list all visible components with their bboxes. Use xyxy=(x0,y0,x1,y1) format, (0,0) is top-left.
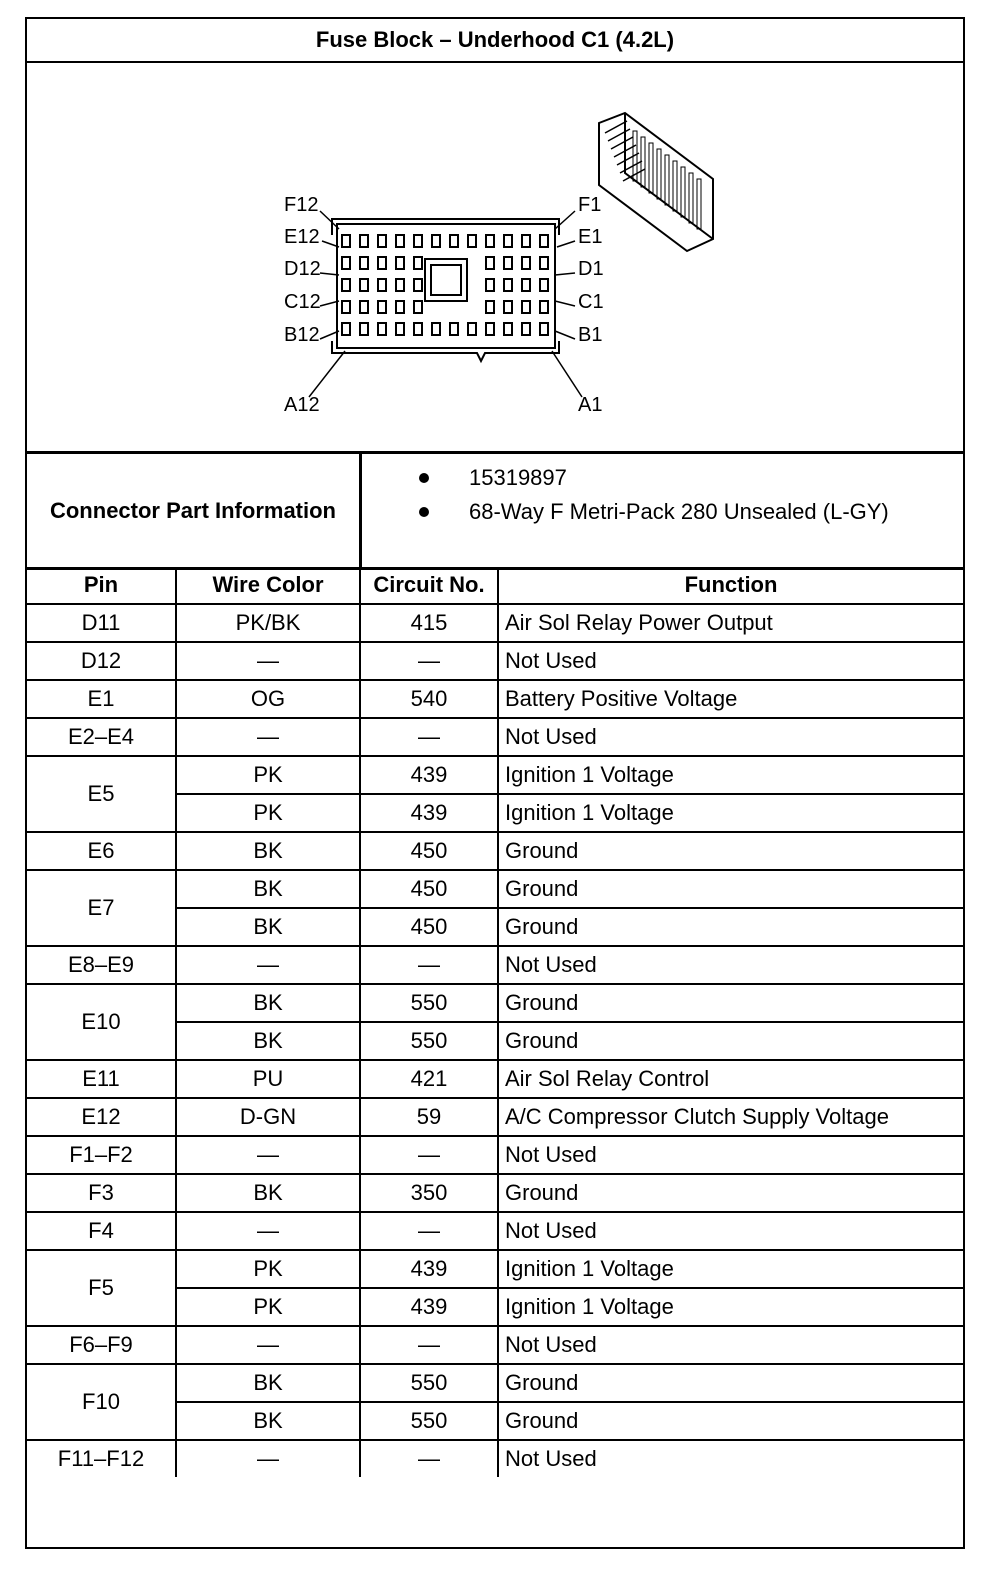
function-cell: Ground xyxy=(498,1174,963,1212)
function-cell: Not Used xyxy=(498,642,963,680)
cavity xyxy=(414,235,422,247)
pin-label-a1: A1 xyxy=(578,394,603,416)
cavity xyxy=(468,323,476,335)
cavity xyxy=(378,323,386,335)
function-cell: Ignition 1 Voltage xyxy=(498,1288,963,1326)
table-row xyxy=(27,984,963,1022)
part-number: 15319897 xyxy=(469,465,567,490)
connector-part-list xyxy=(363,454,963,567)
circuit-cell: 550 xyxy=(360,1402,498,1440)
connector-perspective-rib xyxy=(620,161,642,173)
cavity xyxy=(396,257,404,269)
cavity xyxy=(342,257,350,269)
pin-label-b12: B12 xyxy=(284,324,320,346)
cavity xyxy=(504,279,512,291)
cavity xyxy=(486,279,494,291)
wire-color-cell: — xyxy=(176,1136,360,1174)
wire-color-cell: BK xyxy=(176,1402,360,1440)
cavity xyxy=(414,279,422,291)
pin-cell: E1 xyxy=(27,680,176,718)
cavity xyxy=(540,301,548,313)
connector-perspective-cavity xyxy=(649,143,653,193)
function-cell: Not Used xyxy=(498,1212,963,1250)
wire-color-cell: BK xyxy=(176,870,360,908)
cavity xyxy=(486,257,494,269)
connector-face-diagram xyxy=(27,61,963,451)
cavity xyxy=(540,257,548,269)
center-key-inner xyxy=(431,265,461,295)
circuit-cell: 439 xyxy=(360,1288,498,1326)
cavity xyxy=(396,235,404,247)
header-wire-color: Wire Color xyxy=(176,567,360,604)
function-cell: Air Sol Relay Control xyxy=(498,1060,963,1098)
table-row xyxy=(27,1250,963,1288)
wire-color-cell: BK xyxy=(176,1022,360,1060)
connector-perspective-cavity xyxy=(697,179,701,229)
circuit-cell: 421 xyxy=(360,1060,498,1098)
wire-color-cell: — xyxy=(176,1326,360,1364)
function-cell: Not Used xyxy=(498,718,963,756)
cavity xyxy=(522,279,530,291)
pin-label-f12: F12 xyxy=(284,194,319,216)
wire-color-cell: PK xyxy=(176,1250,360,1288)
cavity xyxy=(360,301,368,313)
cavity xyxy=(540,323,548,335)
wire-color-cell: — xyxy=(176,1440,360,1477)
part-description-item xyxy=(363,495,889,529)
function-cell: Ground xyxy=(498,984,963,1022)
wire-color-cell: — xyxy=(176,718,360,756)
table-row xyxy=(27,1136,963,1174)
bullet-icon xyxy=(419,507,429,517)
connector-part-information xyxy=(27,454,963,570)
table-header-row xyxy=(27,567,963,604)
cavity xyxy=(396,279,404,291)
pinout-table xyxy=(27,567,963,1477)
wire-color-cell: BK xyxy=(176,1174,360,1212)
cavity xyxy=(504,235,512,247)
connector-perspective-rib xyxy=(608,129,630,141)
cavity xyxy=(432,235,440,247)
cavity xyxy=(396,301,404,313)
function-cell: Not Used xyxy=(498,1326,963,1364)
connector-perspective-cavity xyxy=(681,167,685,217)
cavity xyxy=(342,301,350,313)
function-cell: Ground xyxy=(498,1402,963,1440)
circuit-cell: 450 xyxy=(360,908,498,946)
circuit-cell: 450 xyxy=(360,870,498,908)
wire-color-cell: BK xyxy=(176,908,360,946)
wire-color-cell: BK xyxy=(176,1364,360,1402)
circuit-cell: — xyxy=(360,718,498,756)
circuit-cell: — xyxy=(360,946,498,984)
connector-perspective-rib xyxy=(611,137,633,149)
header-circuit-no: Circuit No. xyxy=(360,567,498,604)
circuit-cell: 439 xyxy=(360,794,498,832)
pin-cell: F3 xyxy=(27,1174,176,1212)
pin-cell: E11 xyxy=(27,1060,176,1098)
table-row xyxy=(27,1174,963,1212)
circuit-cell: — xyxy=(360,1326,498,1364)
wire-color-cell: PK xyxy=(176,794,360,832)
pin-label-b1: B1 xyxy=(578,324,603,346)
cavity xyxy=(522,301,530,313)
cavity xyxy=(360,235,368,247)
circuit-cell: — xyxy=(360,642,498,680)
circuit-cell: 439 xyxy=(360,1250,498,1288)
table-row xyxy=(27,1060,963,1098)
cavity xyxy=(486,301,494,313)
connector-sheet xyxy=(25,17,965,1549)
circuit-cell: 450 xyxy=(360,832,498,870)
cavity xyxy=(432,323,440,335)
function-cell: Ground xyxy=(498,1022,963,1060)
function-cell: Ground xyxy=(498,870,963,908)
function-cell: Ignition 1 Voltage xyxy=(498,1250,963,1288)
pin-label-c1: C1 xyxy=(578,291,604,313)
connector-diagram xyxy=(27,61,963,454)
cavity xyxy=(378,301,386,313)
function-cell: Ignition 1 Voltage xyxy=(498,756,963,794)
function-cell: Not Used xyxy=(498,1440,963,1477)
cavity xyxy=(342,323,350,335)
cavity xyxy=(450,323,458,335)
wire-color-cell: PK xyxy=(176,756,360,794)
connector-perspective-cavity xyxy=(689,173,693,223)
cavity xyxy=(486,323,494,335)
table-row xyxy=(27,832,963,870)
leader-line xyxy=(555,331,575,339)
cavity xyxy=(504,257,512,269)
cavity xyxy=(486,235,494,247)
function-cell: Ground xyxy=(498,832,963,870)
wire-color-cell: PU xyxy=(176,1060,360,1098)
leader-line xyxy=(555,273,575,275)
cavity xyxy=(360,323,368,335)
pin-label-d1: D1 xyxy=(578,258,604,280)
header-pin: Pin xyxy=(27,567,176,604)
table-row xyxy=(27,604,963,642)
table-row xyxy=(27,1098,963,1136)
function-cell: Battery Positive Voltage xyxy=(498,680,963,718)
connector-part-label: Connector Part Information xyxy=(27,454,362,567)
pin-label-a12: A12 xyxy=(284,394,320,416)
wire-color-cell: PK xyxy=(176,1288,360,1326)
bullet-icon xyxy=(419,473,429,483)
pin-cell: F11–F12 xyxy=(27,1440,176,1477)
pin-cell: E12 xyxy=(27,1098,176,1136)
table-row xyxy=(27,642,963,680)
cavity xyxy=(522,323,530,335)
cavity xyxy=(396,323,404,335)
table-row xyxy=(27,946,963,984)
pin-cell: F10 xyxy=(27,1364,176,1440)
pin-cell: E2–E4 xyxy=(27,718,176,756)
pin-cell: F4 xyxy=(27,1212,176,1250)
circuit-cell: 540 xyxy=(360,680,498,718)
cavity xyxy=(342,235,350,247)
wire-color-cell: OG xyxy=(176,680,360,718)
function-cell: A/C Compressor Clutch Supply Voltage xyxy=(498,1098,963,1136)
cavity xyxy=(504,323,512,335)
pin-label-e1: E1 xyxy=(578,226,603,248)
leader-line xyxy=(552,351,582,397)
pin-cell: F6–F9 xyxy=(27,1326,176,1364)
wire-color-cell: PK/BK xyxy=(176,604,360,642)
page-title: Fuse Block – Underhood C1 (4.2L) xyxy=(27,19,963,63)
table-row xyxy=(27,870,963,908)
circuit-cell: 350 xyxy=(360,1174,498,1212)
circuit-cell: — xyxy=(360,1136,498,1174)
part-number-item xyxy=(363,461,567,495)
leader-line xyxy=(309,351,345,397)
pin-label-d12: D12 xyxy=(284,258,321,280)
table-row xyxy=(27,1364,963,1402)
cavity xyxy=(414,257,422,269)
cavity xyxy=(540,235,548,247)
table-row xyxy=(27,1212,963,1250)
leader-line xyxy=(557,241,575,247)
wire-color-cell: — xyxy=(176,946,360,984)
pin-cell: E10 xyxy=(27,984,176,1060)
pin-cell: E8–E9 xyxy=(27,946,176,984)
connector-perspective-edges xyxy=(599,113,713,239)
cavity xyxy=(378,235,386,247)
wire-color-cell: — xyxy=(176,642,360,680)
pin-cell: E6 xyxy=(27,832,176,870)
leader-line xyxy=(555,301,575,306)
pin-cell: E5 xyxy=(27,756,176,832)
cavity xyxy=(378,279,386,291)
circuit-cell: 415 xyxy=(360,604,498,642)
circuit-cell: 550 xyxy=(360,1022,498,1060)
circuit-cell: 59 xyxy=(360,1098,498,1136)
table-row xyxy=(27,718,963,756)
cavity xyxy=(378,257,386,269)
function-cell: Not Used xyxy=(498,946,963,984)
table-row xyxy=(27,756,963,794)
wire-color-cell: — xyxy=(176,1212,360,1250)
cavity xyxy=(468,235,476,247)
cavity xyxy=(414,301,422,313)
connector-perspective-rib xyxy=(605,121,627,133)
function-cell: Ground xyxy=(498,908,963,946)
pin-label-f1: F1 xyxy=(578,194,602,216)
pin-cell: F1–F2 xyxy=(27,1136,176,1174)
cavity xyxy=(450,235,458,247)
connector-perspective-cavity xyxy=(657,149,661,199)
cavity xyxy=(540,279,548,291)
wire-color-cell: D-GN xyxy=(176,1098,360,1136)
part-description: 68-Way F Metri-Pack 280 Unsealed (L-GY) xyxy=(469,499,889,524)
function-cell: Ground xyxy=(498,1364,963,1402)
cavity xyxy=(360,279,368,291)
cavity xyxy=(360,257,368,269)
wire-color-cell: BK xyxy=(176,984,360,1022)
connector-perspective-cavity xyxy=(673,161,677,211)
pin-cell: E7 xyxy=(27,870,176,946)
pin-cell: F5 xyxy=(27,1250,176,1326)
pin-cell: D12 xyxy=(27,642,176,680)
cavity xyxy=(504,301,512,313)
circuit-cell: 550 xyxy=(360,984,498,1022)
table-row xyxy=(27,1440,963,1477)
connector-perspective-cavity xyxy=(665,155,669,205)
cavity xyxy=(522,235,530,247)
cavity xyxy=(522,257,530,269)
function-cell: Ignition 1 Voltage xyxy=(498,794,963,832)
pin-cell: D11 xyxy=(27,604,176,642)
cavity xyxy=(414,323,422,335)
header-function: Function xyxy=(498,567,963,604)
pin-label-c12: C12 xyxy=(284,291,321,313)
function-cell: Air Sol Relay Power Output xyxy=(498,604,963,642)
table-row xyxy=(27,1326,963,1364)
circuit-cell: — xyxy=(360,1212,498,1250)
table-row xyxy=(27,680,963,718)
connector-perspective-rib xyxy=(617,153,639,165)
connector-perspective-body xyxy=(599,113,713,251)
function-cell: Not Used xyxy=(498,1136,963,1174)
circuit-cell: — xyxy=(360,1440,498,1477)
wire-color-cell: BK xyxy=(176,832,360,870)
circuit-cell: 439 xyxy=(360,756,498,794)
pin-label-e12: E12 xyxy=(284,226,320,248)
circuit-cell: 550 xyxy=(360,1364,498,1402)
cavity xyxy=(342,279,350,291)
